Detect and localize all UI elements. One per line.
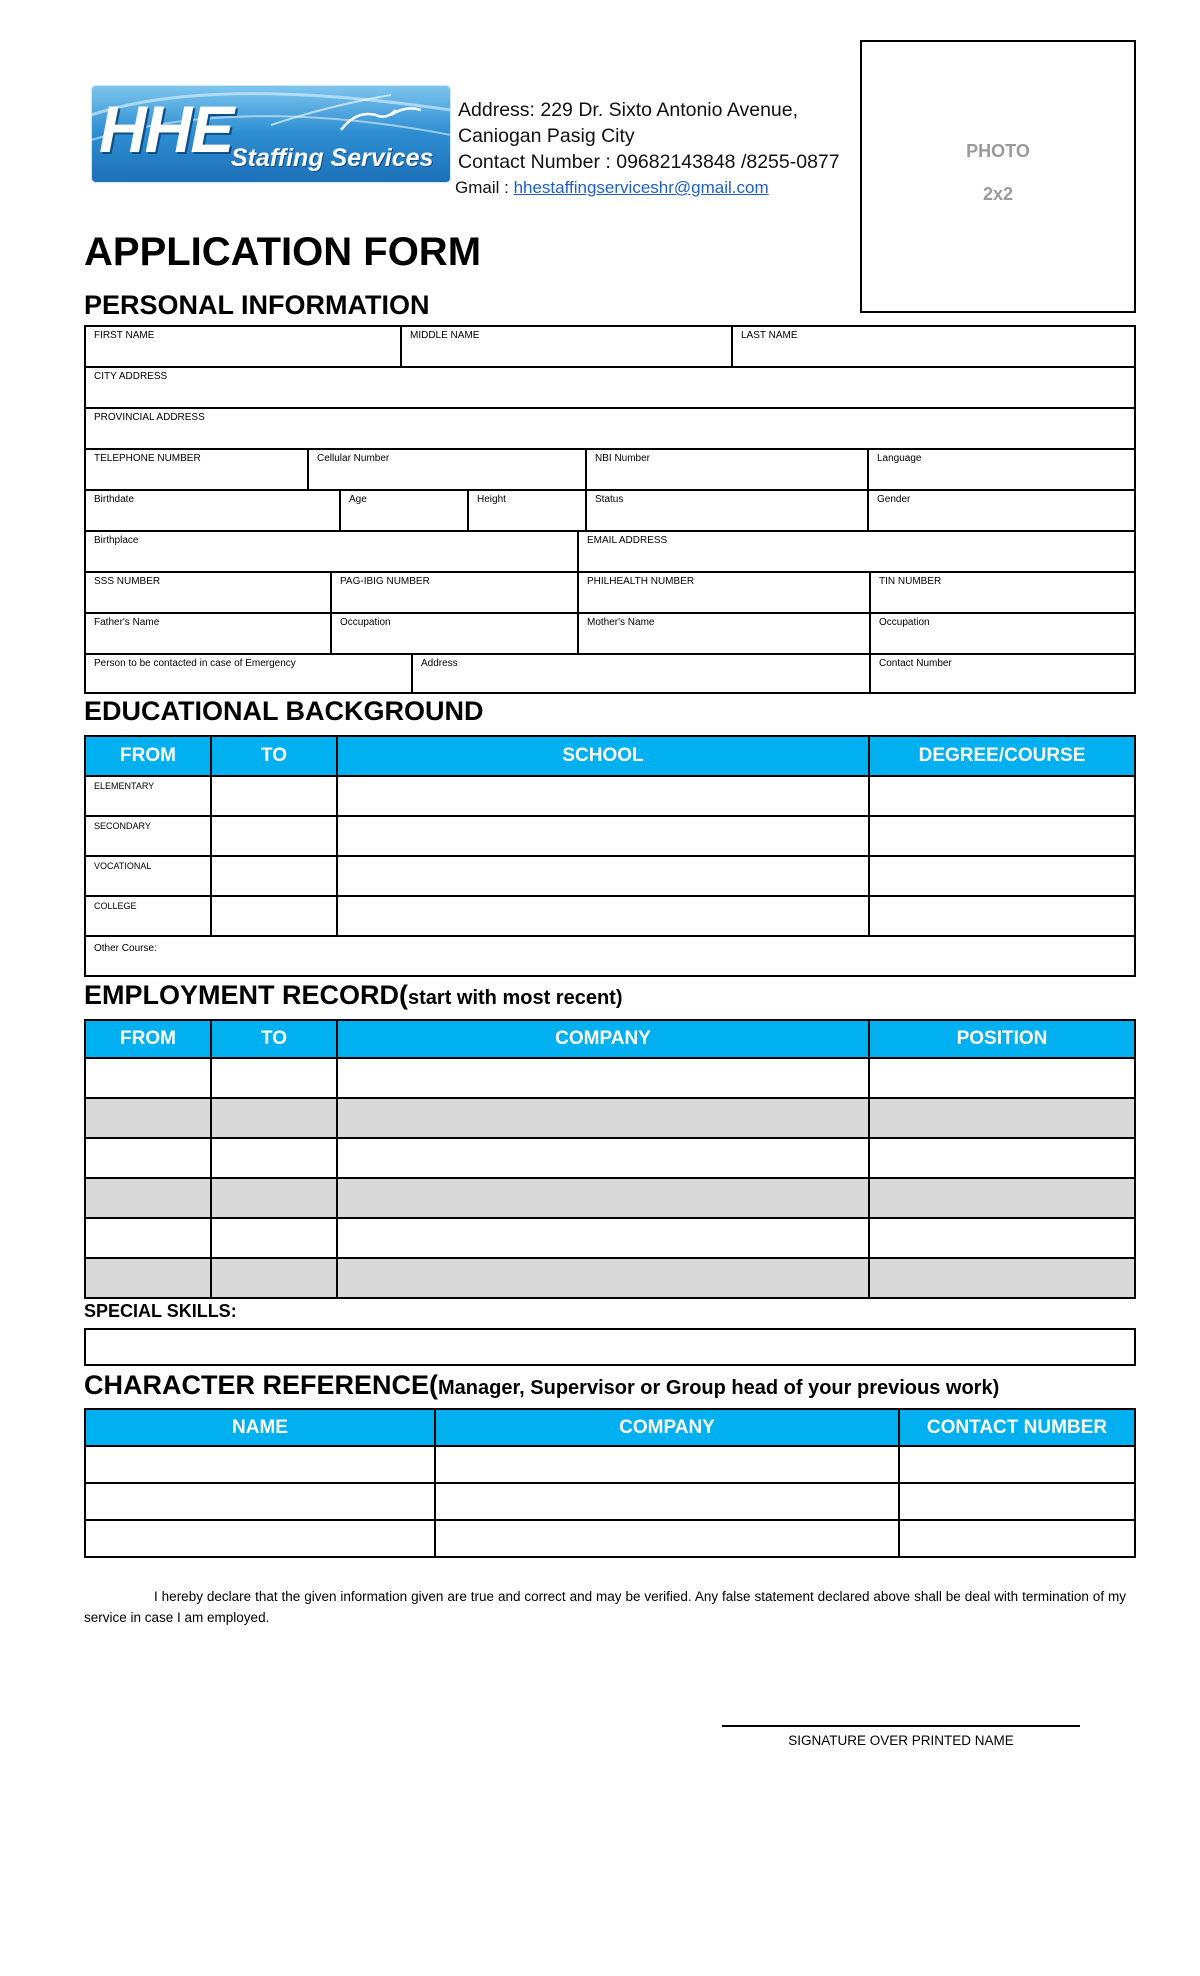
education-level-label: ELEMENTARY [94, 781, 155, 791]
field-label: Age [349, 494, 367, 505]
age-field[interactable] [341, 491, 469, 530]
field-label: Height [477, 494, 506, 505]
field-label: FIRST NAME [94, 330, 155, 341]
table-row [85, 1218, 1135, 1258]
father-occupation-field[interactable] [332, 614, 579, 653]
other-course-label: Other Course: [94, 943, 157, 954]
education-level-cell[interactable] [85, 816, 211, 856]
table-row [85, 1446, 1135, 1483]
declaration-text: I hereby declare that the given information given are true and correct and may be verified. Any false statement declared above shall be deal with termination of my service in case I am employed. [84, 1589, 1126, 1625]
field-label: MIDDLE NAME [410, 330, 480, 341]
table-cell[interactable] [337, 1218, 869, 1258]
field-label: PROVINCIAL ADDRESS [94, 412, 205, 423]
table-cell[interactable] [899, 1483, 1135, 1520]
table-cell[interactable] [211, 1058, 337, 1098]
field-label: Gender [877, 494, 911, 505]
column-header: CONTACT NUMBER [899, 1409, 1135, 1446]
education-level-cell[interactable] [85, 776, 211, 816]
field-label: SSS NUMBER [94, 576, 161, 587]
signature-label: SIGNATURE OVER PRINTED NAME [788, 1733, 1014, 1748]
provincial-address-field[interactable] [86, 409, 1134, 448]
table-cell[interactable] [211, 1138, 337, 1178]
education-level-label: VOCATIONAL [94, 861, 152, 871]
table-cell[interactable] [899, 1520, 1135, 1557]
field-label: Status [595, 494, 624, 505]
education-level-cell[interactable] [85, 856, 211, 896]
sss-field[interactable] [86, 573, 332, 612]
reference-heading-title: CHARACTER REFERENCE( [84, 1370, 439, 1400]
field-label: TELEPHONE NUMBER [94, 453, 201, 464]
form-row [86, 573, 1134, 614]
field-label: Contact Number [879, 658, 952, 669]
form-row [86, 327, 1134, 368]
form-row [86, 655, 1134, 694]
employment-heading-title: EMPLOYMENT RECORD( [84, 980, 408, 1010]
table-cell[interactable] [869, 776, 1135, 816]
education-level-cell[interactable] [85, 896, 211, 936]
reference-heading-note: Manager, Supervisor or Group head of your previous work) [438, 1377, 1000, 1399]
field-label: Birthdate [94, 494, 135, 505]
middle-name-field[interactable] [402, 327, 733, 366]
status-field[interactable] [587, 491, 869, 530]
table-cell[interactable] [211, 896, 337, 936]
table-cell[interactable] [211, 1258, 337, 1298]
field-label: NBI Number [595, 453, 651, 464]
table-cell[interactable] [337, 816, 869, 856]
field-label: Father's Name [94, 617, 160, 628]
table-row [85, 1098, 1135, 1138]
table-row [85, 776, 1135, 816]
form-row [86, 614, 1134, 655]
company-logo [91, 85, 451, 183]
table-cell[interactable] [869, 1138, 1135, 1178]
field-label: PHILHEALTH NUMBER [587, 576, 695, 587]
table-cell[interactable] [337, 1258, 869, 1298]
mother-occupation-field[interactable] [871, 614, 1134, 653]
field-label: LAST NAME [741, 330, 798, 341]
last-name-field[interactable] [733, 327, 1134, 366]
field-label: TIN NUMBER [879, 576, 942, 587]
table-cell[interactable] [85, 1058, 211, 1098]
special-skills-label: SPECIAL SKILLS: [84, 1301, 237, 1321]
reference-heading [84, 1370, 999, 1401]
table-row [85, 936, 1135, 976]
table-cell[interactable] [85, 1098, 211, 1138]
table-cell[interactable] [85, 1483, 435, 1520]
column-header: FROM [85, 1020, 211, 1058]
column-header: COMPANY [337, 1020, 869, 1058]
table-row [85, 1178, 1135, 1218]
table-cell[interactable] [211, 856, 337, 896]
table-row [85, 1258, 1135, 1298]
table-cell[interactable] [85, 1138, 211, 1178]
table-cell[interactable] [869, 1258, 1135, 1298]
field-label: Language [877, 453, 922, 464]
table-cell[interactable] [869, 1178, 1135, 1218]
form-row [86, 409, 1134, 450]
table-cell[interactable] [337, 776, 869, 816]
reference-table [84, 1408, 1136, 1558]
table-row [85, 896, 1135, 936]
telephone-field[interactable] [86, 450, 309, 489]
table-cell[interactable] [211, 1218, 337, 1258]
education-level-label: SECONDARY [94, 821, 151, 831]
table-cell[interactable] [211, 816, 337, 856]
table-cell[interactable] [85, 1218, 211, 1258]
table-cell[interactable] [211, 1178, 337, 1218]
table-cell[interactable] [869, 1098, 1135, 1138]
table-cell[interactable] [337, 896, 869, 936]
table-cell[interactable] [85, 1258, 211, 1298]
table-row [85, 1138, 1135, 1178]
table-row [85, 1483, 1135, 1520]
birthplace-field[interactable] [86, 532, 579, 571]
table-row [85, 1520, 1135, 1557]
column-header: NAME [85, 1409, 435, 1446]
table-cell[interactable] [899, 1446, 1135, 1483]
column-header: COMPANY [435, 1409, 899, 1446]
table-cell[interactable] [337, 1138, 869, 1178]
father-name-field[interactable] [86, 614, 332, 653]
first-name-field[interactable] [86, 327, 402, 366]
table-row [85, 816, 1135, 856]
table-header-row [85, 1409, 1135, 1446]
table-cell[interactable] [435, 1483, 899, 1520]
table-cell[interactable] [85, 1520, 435, 1557]
table-cell[interactable] [211, 1098, 337, 1138]
language-field[interactable] [869, 450, 1134, 489]
photo-box[interactable] [860, 40, 1136, 313]
form-row [86, 491, 1134, 532]
email-field[interactable] [579, 532, 1134, 571]
field-label: PAG-IBIG NUMBER [340, 576, 430, 587]
height-field[interactable] [469, 491, 587, 530]
table-cell[interactable] [869, 856, 1135, 896]
field-label: CITY ADDRESS [94, 371, 168, 382]
field-label: Person to be contacted in case of Emergency [94, 658, 296, 669]
gmail-link[interactable]: hhestaffingserviceshr@gmail.com [513, 178, 769, 197]
city-address-field[interactable] [86, 368, 1134, 407]
column-header: POSITION [869, 1020, 1135, 1058]
emergency-contact-field[interactable] [86, 655, 413, 692]
column-header: SCHOOL [337, 736, 869, 776]
field-label: Occupation [340, 617, 391, 628]
table-cell[interactable] [869, 896, 1135, 936]
employment-table [84, 1019, 1136, 1299]
personal-info-grid [84, 325, 1136, 694]
table-cell[interactable] [337, 1098, 869, 1138]
form-row [86, 368, 1134, 409]
pagibig-field[interactable] [332, 573, 579, 612]
column-header: TO [211, 736, 337, 776]
field-label: Cellular Number [317, 453, 390, 464]
field-label: Mother's Name [587, 617, 655, 628]
special-skills-input[interactable] [84, 1328, 1136, 1366]
field-label: Occupation [879, 617, 930, 628]
education-heading: EDUCATIONAL BACKGROUND [84, 696, 484, 726]
form-row [86, 532, 1134, 573]
table-header-row [85, 736, 1135, 776]
column-header: DEGREE/COURSE [869, 736, 1135, 776]
education-table [84, 735, 1136, 977]
column-header: TO [211, 1020, 337, 1058]
logo-text-staffing: Staffing Services [231, 144, 434, 172]
employment-heading [84, 980, 622, 1011]
mother-name-field[interactable] [579, 614, 871, 653]
photo-label: PHOTO [966, 141, 1030, 161]
signature-line[interactable] [722, 1725, 1080, 1727]
table-row [85, 856, 1135, 896]
contact-number: Contact Number : 09682143848 /8255-0877 [458, 151, 840, 173]
tin-field[interactable] [871, 573, 1134, 612]
philhealth-field[interactable] [579, 573, 871, 612]
emergency-number-field[interactable] [871, 655, 1134, 692]
birthdate-field[interactable] [86, 491, 341, 530]
photo-size-label: 2x2 [982, 184, 1014, 204]
table-cell[interactable] [869, 1058, 1135, 1098]
form-row [86, 450, 1134, 491]
emergency-address-field[interactable] [413, 655, 871, 692]
table-cell[interactable] [211, 776, 337, 816]
education-level-label: COLLEGE [94, 901, 137, 911]
table-cell[interactable] [85, 1178, 211, 1218]
table-cell[interactable] [337, 1178, 869, 1218]
other-course-cell[interactable] [85, 936, 1135, 976]
gmail-label: Gmail : [455, 178, 514, 197]
page-title: APPLICATION FORM [84, 230, 482, 274]
table-cell[interactable] [435, 1446, 899, 1483]
personal-info-heading: PERSONAL INFORMATION [84, 290, 430, 320]
table-cell[interactable] [869, 1218, 1135, 1258]
column-header: FROM [85, 736, 211, 776]
table-cell[interactable] [85, 1446, 435, 1483]
cellular-field[interactable] [309, 450, 587, 489]
table-cell[interactable] [337, 1058, 869, 1098]
employment-heading-note: start with most recent) [408, 987, 623, 1009]
address-line-2: Caniogan Pasig City [458, 125, 635, 147]
gmail-line [455, 178, 769, 198]
field-label: Address [421, 658, 458, 669]
table-cell[interactable] [869, 816, 1135, 856]
field-label: EMAIL ADDRESS [587, 535, 668, 546]
nbi-field[interactable] [587, 450, 869, 489]
logo-text-hhe: HHE [99, 92, 233, 166]
table-cell[interactable] [337, 856, 869, 896]
table-cell[interactable] [435, 1520, 899, 1557]
address-line-1: Address: 229 Dr. Sixto Antonio Avenue, [458, 99, 799, 121]
gender-field[interactable] [869, 491, 1134, 530]
table-row [85, 1058, 1135, 1098]
table-header-row [85, 1020, 1135, 1058]
field-label: Birthplace [94, 535, 139, 546]
